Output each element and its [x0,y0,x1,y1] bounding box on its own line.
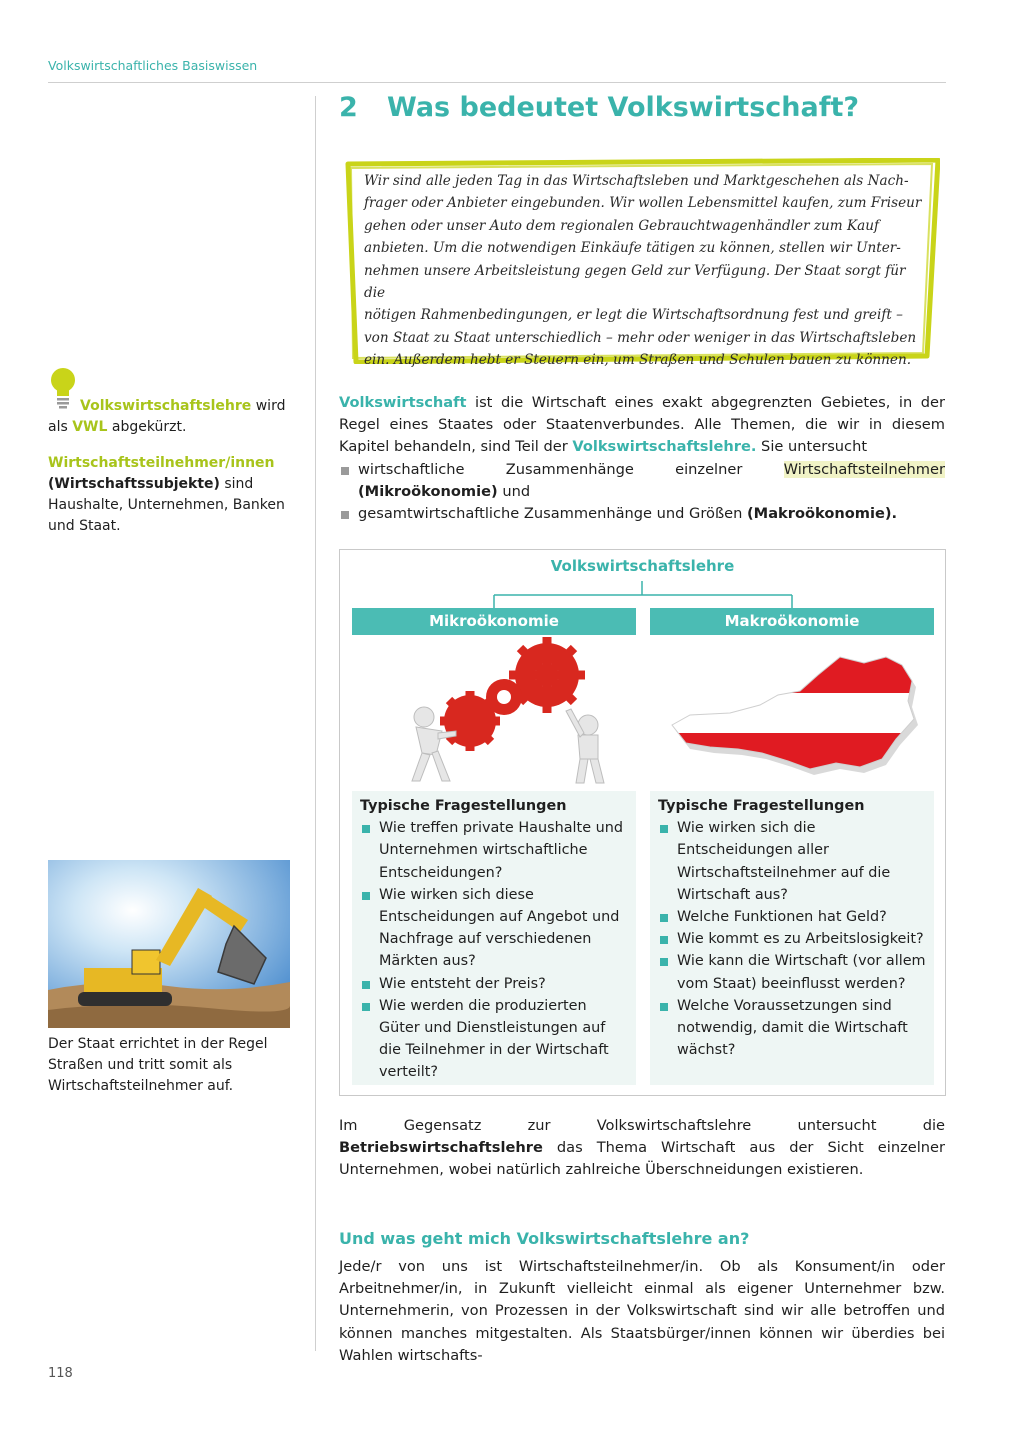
highlighted-term: Wirtschaftsteilnehmer [783,460,945,478]
definition-term-vwl: Volkswirtschaftslehre. [572,438,757,456]
micro-questions [352,791,636,1085]
intro-line: gehen oder unser Auto dem regionalen Gebrauchtwagenhändler zum Kauf [364,217,880,234]
sidebar-notes [48,396,298,552]
sidebar-text: wird als [48,398,286,435]
list-item: Welche Voraussetzungen sind notwendig, damit die Wirtschaft wächst? [658,995,926,1062]
list-item: Wie werden die produzierten Güter und Dienstleistungen auf die Teilnehmer in der Wirtschaft verteilt? [360,995,628,1084]
macro-question-list [658,817,926,1061]
macro-questions-title: Typische Fragestellungen [658,798,865,814]
micro-question-list [360,817,628,1083]
bold-term: Betriebswirtschaftslehre [339,1139,543,1157]
column-rule [315,96,316,1351]
definition-text: ist die Wirtschaft eines exakt abgegrenzten Gebietes, in der Regel eines Staates oder Staatenverbundes. Alle Themen, die wir in diesem Kapitel behandeln, sind Teil der [339,394,945,456]
intro-line: anbieten. Um die notwendigen Einkäufe tätigen zu können, stellen wir Unter- [364,240,901,257]
contrast-paragraph: Im Gegensatz zur Volkswirtschaftslehre untersucht die Betriebswirtschaftslehre das Thema Wirtschaft aus der Sicht einzelner Unternehmen, wobei natürlich zahlreiche Überschneidungen existieren. [339,1117,945,1179]
intro-line: nehmen unsere Arbeitsleistung gegen Geld zur Verfügung. Der Staat sorgt für die [364,262,906,302]
section-heading: Und was geht mich Volkswirtschaftslehre an? [339,1229,750,1248]
photo-caption: Der Staat errichtet in der Regel Straßen und tritt somit als Wirtschaftsteilnehmer auf. [48,1036,268,1094]
list-item: wirtschaftliche Zusammenhänge einzelner Wirtschaftsteilnehmer (Mikroökonomie) und [339,459,945,503]
diagram-title: Volkswirtschaftslehre [550,557,735,575]
running-head: Volkswirtschaftliches Basiswissen [48,58,258,73]
intro-box [342,158,940,369]
sidebar-note-participants [48,453,298,537]
sidebar-term: Wirtschaftsteilnehmer/innen [48,455,275,471]
chapter-title-text: Was bedeutet Volkswirtschaft? [387,92,860,123]
definition-term: Volkswirtschaft [339,394,467,411]
micro-heading: Mikroökonomie [352,608,636,635]
economics-diagram [339,549,946,1096]
excavator-photo [48,860,290,1028]
chapter-number: 2 [339,92,358,123]
list-item: Wie kommt es zu Arbeitslosigkeit? [658,928,926,950]
macro-column [650,608,934,1085]
list-item: gesamtwirtschaftliche Zusammenhänge und Größen (Makroökonomie). [339,503,945,525]
intro-line: nötigen Rahmenbedingungen, er legt die Wirtschaftsordnung fest und greift – [364,307,903,324]
sidebar-term: Volkswirtschaftslehre [80,398,252,414]
intro-line: ein. Außerdem hebt er Steuern ein, um Straßen und Schulen bauen zu können. [364,352,912,369]
list-item: Wie treffen private Haushalte und Unternehmen wirtschaftliche Entscheidungen? [360,817,628,884]
page-number: 118 [48,1366,73,1381]
sidebar-text: abgekürzt. [107,419,187,435]
header-rule [48,82,946,83]
sidebar-bold: (Wirtschaftssubjekte) [48,476,220,492]
intro-line: von Staat zu Staat unterschiedlich – mehr oder weniger in das Wirtschaftsleben [364,329,917,346]
macro-questions [650,791,934,1085]
list-item: Wie kann die Wirtschaft (vor allem vom Staat) beeinflusst werden? [658,950,926,994]
list-item: Welche Funktionen hat Geld? [658,906,926,928]
section-paragraph: Jede/r von uns ist Wirtschaftsteilnehmer/in. Ob als Konsument/in oder Arbeitnehmer/in, in Zukunft vielleicht einmal als eigener Unternehmer bzw. Unternehmerin, von Prozessen in der Volkswirtschaft sind wir alle betroffen und können manches mitgestalten. Als Staatsbürger/innen können wir überdies bei Wahlen wirtschafts- [339,1258,945,1364]
sidebar-note-vwl [48,396,298,438]
austria-flag-map [650,635,934,791]
definition-text: Sie untersucht [756,438,868,456]
micro-column [352,608,636,1085]
sidebar-abbr: VWL [72,419,108,435]
gears-illustration [352,635,636,791]
sidebar-text: sind Haushalte, Unternehmen, Banken und Staat. [48,476,285,534]
definition-list [339,459,945,526]
intro-line: frager oder Anbieter eingebunden. Wir wollen Lebensmittel kaufen, zum Friseur [364,195,922,212]
list-item: Wie wirken sich die Entscheidungen aller Wirtschaftsteilnehmer auf die Wirtschaft aus? [658,817,926,906]
list-item: Wie wirken sich diese Entscheidungen auf Angebot und Nachfrage auf verschiedenen Märkten aus? [360,884,628,973]
intro-text [364,170,924,372]
intro-line: Wir sind alle jeden Tag in das Wirtschaftsleben und Marktgeschehen als Nach- [364,173,909,189]
macro-heading: Makroökonomie [650,608,934,635]
definition-paragraph [339,392,945,525]
micro-questions-title: Typische Fragestellungen [360,798,567,814]
list-item: Wie entsteht der Preis? [360,973,628,995]
chapter-title [339,92,859,123]
